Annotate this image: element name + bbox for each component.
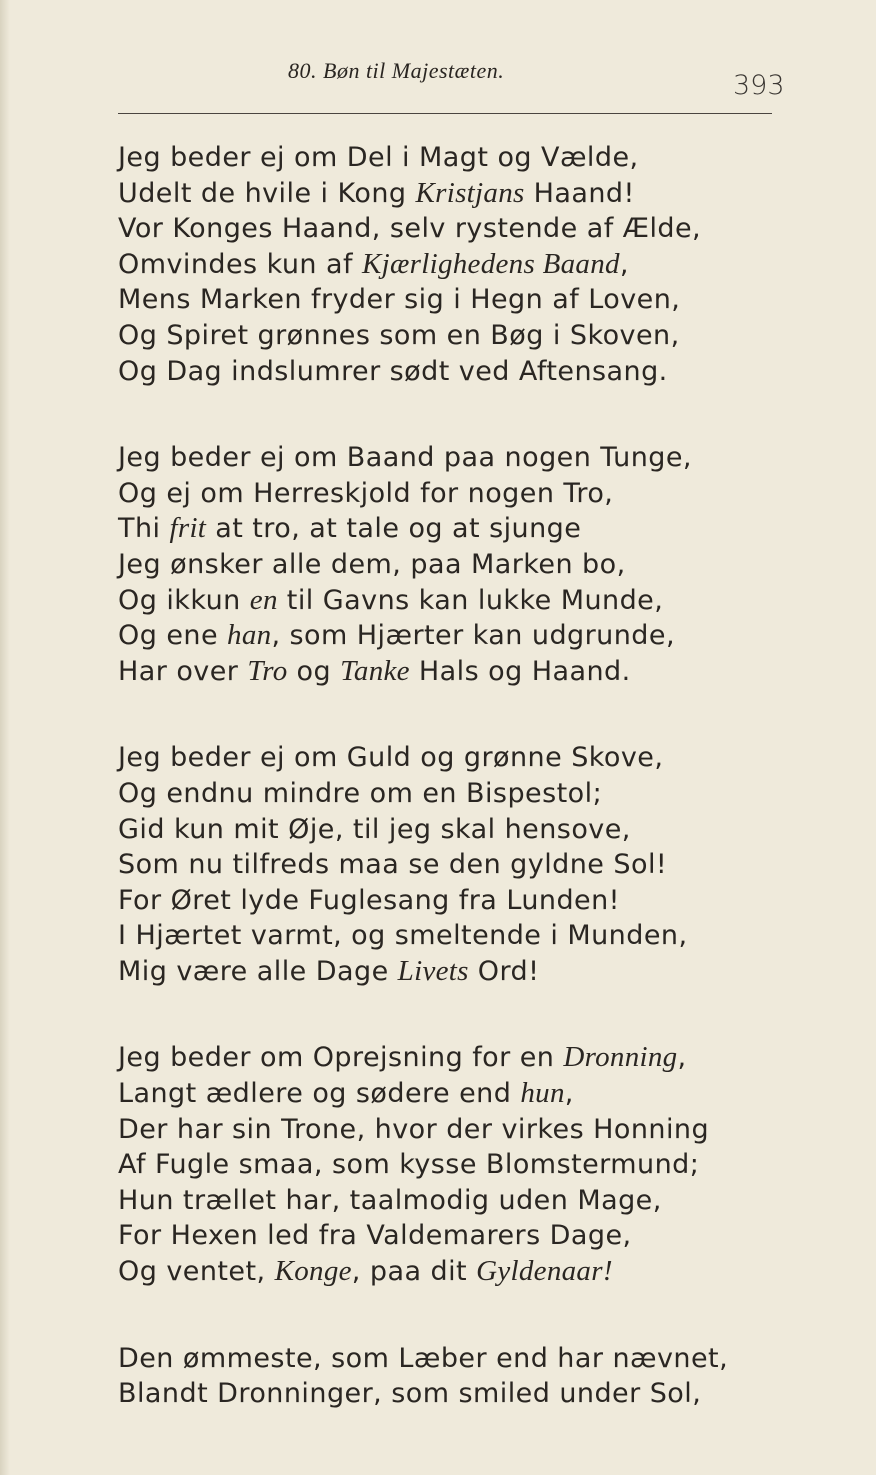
verse-line: [118, 176, 838, 212]
verse-line: [118, 1183, 838, 1219]
verse-line: [118, 318, 838, 354]
verse-text: Jeg ønsker alle dem, paa Marken bo,: [118, 548, 626, 580]
verse-text: Thi: [118, 513, 170, 545]
verse-text: Den ømmeste, som Læber end har nævnet,: [118, 1342, 729, 1374]
verse-text: Og Spiret grønnes som en Bøg i Skoven,: [118, 319, 680, 351]
verse-line: [118, 476, 838, 512]
italic-text: Dronning: [563, 1041, 678, 1074]
italic-text: Tro: [247, 654, 288, 687]
italic-text: Konge: [274, 1255, 352, 1288]
verse-text: Og Dag indslumrer sødt ved Aftensang.: [118, 355, 668, 387]
verse-line: [118, 883, 838, 919]
verse-line: [118, 740, 838, 776]
verse-line: [118, 1376, 838, 1412]
italic-text: Kristjans: [415, 176, 525, 209]
italic-text: Tanke: [340, 654, 410, 687]
verse-text: Og ikkun: [118, 584, 250, 616]
italic-text: han: [227, 619, 272, 652]
italic-text: Gyldenaar!: [476, 1255, 613, 1288]
verse-line: [118, 654, 838, 690]
verse-line: [118, 1341, 838, 1377]
verse-line: [118, 511, 838, 547]
verse-line: [118, 1218, 838, 1254]
verse-text: Har over: [118, 655, 248, 687]
verse-text: Blandt Dronninger, som smiled under Sol,: [118, 1378, 702, 1410]
verse-text: Haand!: [524, 177, 635, 209]
verse-text: Og ventet,: [118, 1256, 275, 1288]
verse-text: Gid kun mit Øje, til jeg skal hensove,: [118, 813, 631, 845]
stanza: [118, 1341, 838, 1412]
header-rule: [118, 113, 772, 114]
verse-line: [118, 140, 838, 176]
verse-text: Jeg beder ej om Baand paa nogen Tunge,: [118, 442, 692, 474]
stanza: [118, 1040, 838, 1289]
verse-text: , som Hjærter kan udgrunde,: [271, 620, 675, 652]
verse-text: Mens Marken fryder sig i Hegn af Loven,: [118, 284, 681, 316]
verse-line: [118, 354, 838, 390]
verse-line: [118, 954, 838, 990]
verse-line: [118, 247, 838, 283]
verse-line: [118, 776, 838, 812]
verse-text: ,: [677, 1042, 687, 1074]
verse-line: [118, 847, 838, 883]
italic-text: Kjærlighedens Baand: [362, 247, 620, 280]
verse-text: Og endnu mindre om en Bispestol;: [118, 777, 603, 809]
verse-text: og: [287, 655, 341, 687]
verse-text: Der har sin Trone, hvor der virkes Honning: [118, 1113, 710, 1145]
verse-text: Mig være alle Dage: [118, 955, 398, 987]
verse-line: [118, 1076, 838, 1112]
page-number: 393: [733, 70, 785, 101]
verse-line: [118, 1147, 838, 1183]
verse-text: Af Fugle smaa, som kysse Blomstermund;: [118, 1149, 700, 1181]
verse-line: [118, 440, 838, 476]
verse-line: [118, 1040, 838, 1076]
verse-text: ,: [619, 248, 629, 280]
poem-body: [118, 140, 838, 1412]
running-head: [0, 58, 876, 101]
verse-line: [118, 918, 838, 954]
verse-text: Udelt de hvile i Kong: [118, 177, 416, 209]
verse-line: [118, 618, 838, 654]
verse-text: Jeg beder ej om Guld og grønne Skove,: [118, 742, 664, 774]
verse-text: Hun trællet har, taalmodig uden Mage,: [118, 1184, 662, 1216]
verse-text: Og ej om Herreskjold for nogen Tro,: [118, 477, 614, 509]
verse-text: Langt ædlere og sødere end: [118, 1078, 521, 1110]
verse-text: til Gavns kan lukke Munde,: [277, 584, 664, 616]
running-title: 80. Bøn til Majestæten.: [288, 58, 505, 83]
verse-line: [118, 1112, 838, 1148]
verse-line: [118, 1254, 838, 1290]
verse-text: For Øret lyde Fuglesang fra Lunden!: [118, 884, 620, 916]
verse-text: I Hjærtet varmt, og smeltende i Munden,: [118, 920, 688, 952]
page-edge: [0, 0, 10, 1475]
verse-text: ,: [564, 1078, 574, 1110]
verse-text: Vor Konges Haand, selv rystende af Ælde,: [118, 213, 702, 245]
verse-line: [118, 282, 838, 318]
stanza: [118, 740, 838, 989]
verse-text: Ord!: [468, 955, 540, 987]
verse-text: For Hexen led fra Valdemarers Dage,: [118, 1220, 632, 1252]
italic-text: en: [249, 583, 278, 616]
verse-text: Og ene: [118, 620, 228, 652]
verse-text: , paa dit: [351, 1256, 477, 1288]
verse-line: [118, 583, 838, 619]
italic-text: frit: [169, 512, 207, 545]
stanza: [118, 140, 838, 389]
verse-line: [118, 211, 838, 247]
verse-line: [118, 812, 838, 848]
verse-text: at tro, at tale og at sjunge: [206, 513, 582, 545]
italic-text: Livets: [397, 954, 469, 987]
verse-text: Som nu tilfreds maa se den gyldne Sol!: [118, 849, 668, 881]
verse-line: [118, 547, 838, 583]
verse-text: Hals og Haand.: [409, 655, 631, 687]
italic-text: hun: [520, 1077, 565, 1110]
stanza: [118, 440, 838, 689]
verse-text: Jeg beder ej om Del i Magt og Vælde,: [118, 142, 639, 173]
verse-text: Jeg beder om Oprejsning for en: [118, 1042, 564, 1074]
verse-text: Omvindes kun af: [118, 248, 362, 280]
